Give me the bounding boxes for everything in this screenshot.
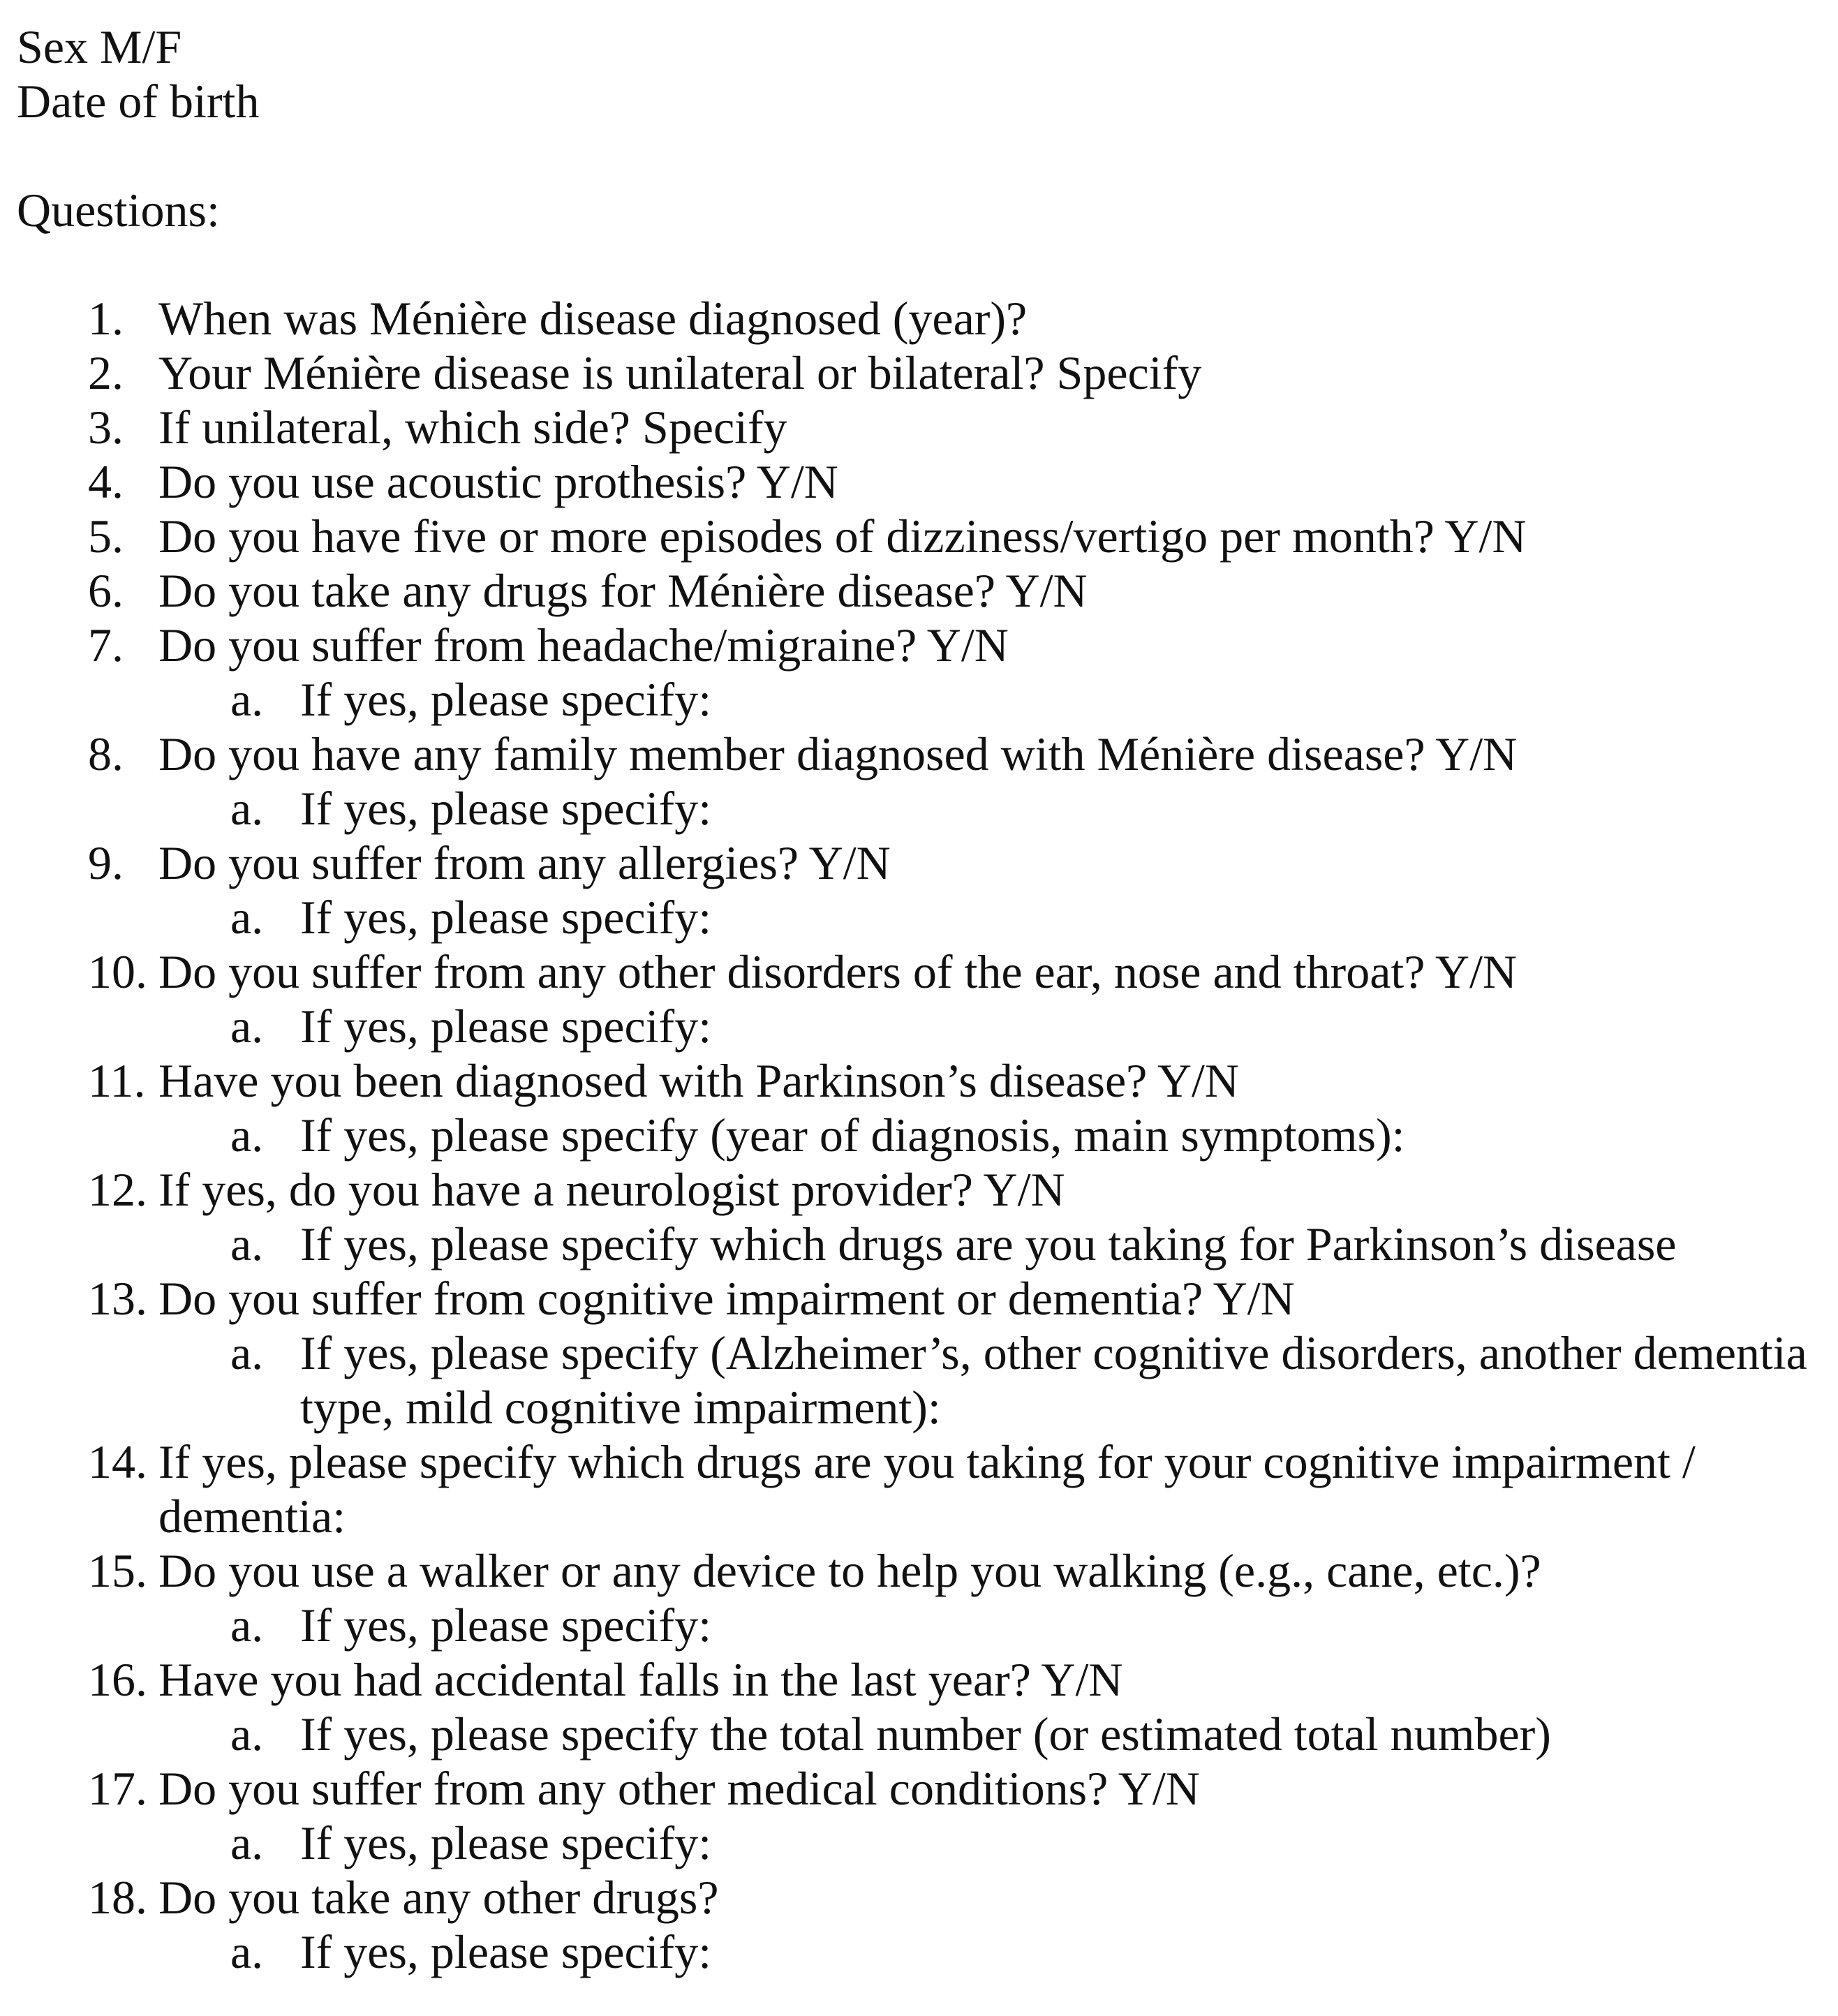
question-text: If yes, please specify which drugs are you taking for your cognitive impairment /	[158, 1435, 1696, 1488]
question-number: 11.	[88, 1054, 146, 1107]
question-text: Do you suffer from any allergies? Y/N	[158, 836, 891, 889]
sub-question-label: a.	[230, 1925, 264, 1978]
sub-question-text: If yes, please specify:	[300, 1000, 712, 1053]
question-text: Do you have five or more episodes of dizziness/vertigo per month? Y/N	[158, 510, 1527, 563]
question-number: 3.	[88, 401, 124, 454]
sub-question-text: If yes, please specify the total number (or estimated total number)	[300, 1707, 1551, 1761]
sub-question-text: If yes, please specify (Alzheimer’s, other cognitive disorders, another dementia	[300, 1326, 1807, 1379]
question-number: 7.	[88, 618, 124, 672]
questions-heading: Questions:	[17, 184, 220, 237]
question-number: 5.	[88, 510, 124, 563]
question-text: If unilateral, which side? Specify	[158, 401, 787, 454]
sub-question-text: If yes, please specify (year of diagnosis, main symptoms):	[300, 1109, 1405, 1162]
question-text: Do you suffer from any other medical conditions? Y/N	[158, 1762, 1200, 1815]
sex-field-label: Sex M/F	[17, 20, 182, 73]
sub-question-text: If yes, please specify which drugs are you taking for Parkinson’s disease	[300, 1217, 1677, 1270]
question-text: Have you been diagnosed with Parkinson’s disease? Y/N	[158, 1054, 1239, 1107]
question-number: 16.	[88, 1653, 147, 1706]
question-number: 4.	[88, 455, 124, 508]
question-text: Do you take any other drugs?	[158, 1871, 719, 1924]
question-text: Your Ménière disease is unilateral or bilateral? Specify	[158, 346, 1202, 399]
sub-question-label: a.	[230, 1599, 264, 1652]
sub-question-label: a.	[230, 1109, 264, 1162]
question-number: 17.	[88, 1762, 147, 1815]
question-text: Do you take any drugs for Ménière disease? Y/N	[158, 564, 1088, 617]
sub-question-label: a.	[230, 1816, 264, 1869]
question-number: 6.	[88, 564, 124, 617]
question-text: Do you suffer from headache/migraine? Y/N	[158, 618, 1009, 672]
question-number: 13.	[88, 1272, 147, 1325]
question-number: 10.	[88, 945, 147, 998]
question-text: Do you use acoustic prothesis? Y/N	[158, 455, 838, 508]
sub-question-text-continued: type, mild cognitive impairment):	[300, 1381, 941, 1434]
sub-question-text: If yes, please specify:	[300, 1925, 712, 1978]
question-number: 12.	[88, 1163, 147, 1216]
sub-question-text: If yes, please specify:	[300, 782, 712, 835]
sub-question-label: a.	[230, 1000, 264, 1053]
sub-question-label: a.	[230, 1707, 264, 1761]
sub-question-text: If yes, please specify:	[300, 1816, 712, 1869]
question-text: Do you have any family member diagnosed with Ménière disease? Y/N	[158, 727, 1518, 780]
sub-question-label: a.	[230, 891, 264, 944]
question-text: Have you had accidental falls in the last year? Y/N	[158, 1653, 1123, 1706]
question-number: 2.	[88, 346, 124, 399]
question-number: 1.	[88, 292, 124, 345]
question-text: Do you suffer from any other disorders of the ear, nose and throat? Y/N	[158, 945, 1518, 998]
question-text: If yes, do you have a neurologist provider? Y/N	[158, 1163, 1065, 1216]
sub-question-label: a.	[230, 673, 264, 726]
question-number: 14.	[88, 1435, 147, 1488]
sub-question-label: a.	[230, 782, 264, 835]
question-number: 9.	[88, 836, 124, 889]
question-text: Do you suffer from cognitive impairment or dementia? Y/N	[158, 1272, 1295, 1325]
question-number: 18.	[88, 1871, 147, 1924]
question-text-continued: dementia:	[158, 1490, 346, 1543]
question-text: When was Ménière disease diagnosed (year)?	[158, 292, 1028, 345]
question-number: 15.	[88, 1544, 147, 1597]
sub-question-text: If yes, please specify:	[300, 673, 712, 726]
sub-question-text: If yes, please specify:	[300, 1599, 712, 1652]
sub-question-text: If yes, please specify:	[300, 891, 712, 944]
question-number: 8.	[88, 727, 124, 780]
sub-question-label: a.	[230, 1326, 264, 1379]
date-of-birth-label: Date of birth	[17, 75, 260, 128]
sub-question-label: a.	[230, 1217, 264, 1270]
question-text: Do you use a walker or any device to help you walking (e.g., cane, etc.)?	[158, 1544, 1541, 1597]
